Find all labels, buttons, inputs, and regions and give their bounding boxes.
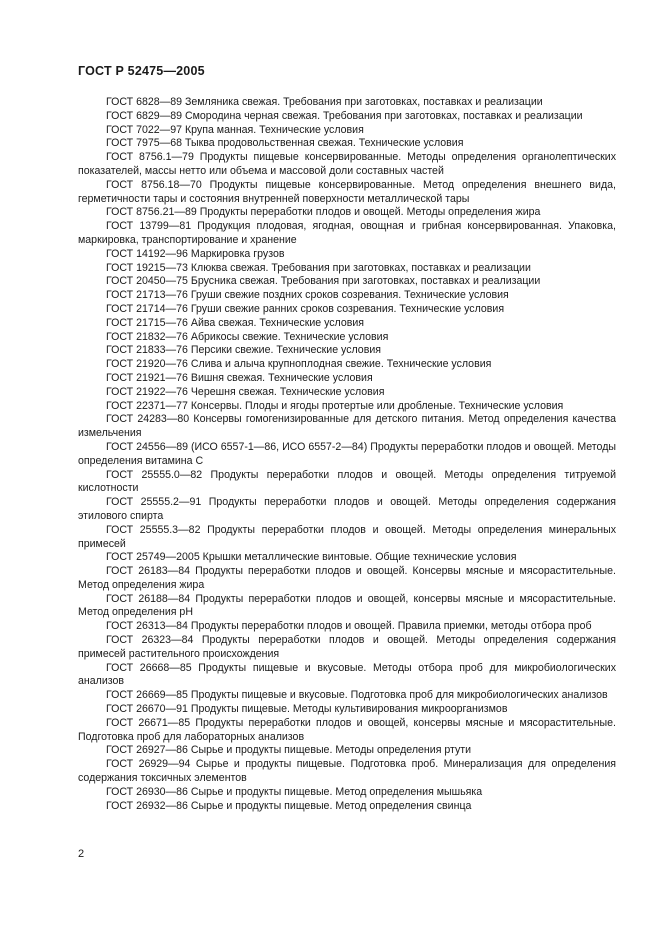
reference-entry: ГОСТ 26188—84 Продукты переработки плодов и овощей, консервы мясные и мясорастительные. Метод определения pH <box>78 592 616 619</box>
reference-entry: ГОСТ 22371—77 Консервы. Плоды и ягоды протертые или дробленые. Технические условия <box>106 399 564 412</box>
reference-entry: ГОСТ 26927—86 Сырье и продукты пищевые. Методы определения ртути <box>106 744 472 757</box>
reference-entry: ГОСТ 25555.3—82 Продукты переработки плодов и овощей. Методы определения минеральных примесей <box>78 523 616 550</box>
page-number: 2 <box>78 848 85 860</box>
reference-entry: ГОСТ 21713—76 Груши свежие поздних сроков созревания. Технические условия <box>106 289 509 302</box>
reference-entry: ГОСТ 26183—84 Продукты переработки плодов и овощей. Консервы мясные и мясорастительные. Метод определения жира <box>78 565 616 591</box>
reference-entry: ГОСТ 21832—76 Абрикосы свежие. Технические условия <box>106 330 389 343</box>
references-list <box>78 96 616 813</box>
reference-entry: ГОСТ 25555.2—91 Продукты переработки плодов и овощей. Методы определения содержания этилового спирта <box>78 496 616 522</box>
reference-entry: ГОСТ 21920—76 Слива и алыча крупноплодная свежие. Технические условия <box>106 358 492 371</box>
reference-entry: ГОСТ 8756.21—89 Продукты переработки плодов и овощей. Методы определения жира <box>106 206 541 219</box>
reference-entry: ГОСТ 21714—76 Груши свежие ранних сроков созревания. Технические условия <box>106 302 505 315</box>
reference-entry: ГОСТ 26323—84 Продукты переработки плодов и овощей. Методы определения содержания примесей растительного происхождения <box>78 634 616 660</box>
reference-entry: ГОСТ 6829—89 Смородина черная свежая. Требования при заготовках, поставках и реализации <box>106 109 583 122</box>
reference-entry: ГОСТ 26668—85 Продукты пищевые и вкусовые. Методы отбора проб для микробиологических анализов <box>78 661 616 688</box>
reference-entry: ГОСТ 7975—68 Тыква продовольственная свежая. Технические условия <box>106 137 464 150</box>
reference-entry: ГОСТ 24283—80 Консервы гомогенизированные для детского питания. Метод определения качества измельчения <box>78 413 616 440</box>
reference-entry: ГОСТ 26932—86 Сырье и продукты пищевые. Метод определения свинца <box>106 799 472 812</box>
reference-entry: ГОСТ 21922—76 Черешня свежая. Технические условия <box>106 385 385 398</box>
reference-entry: ГОСТ 21715—76 Айва свежая. Технические условия <box>106 316 365 329</box>
reference-entry: ГОСТ 14192—96 Маркировка грузов <box>106 247 285 260</box>
reference-entry: ГОСТ 26670—91 Продукты пищевые. Методы культивирования микроорганизмов <box>106 703 508 716</box>
reference-entry: ГОСТ 8756.18—70 Продукты пищевые консервированные. Метод определения внешнего вида, герметичности тары и состояния внутренней поверхности металлической тары <box>78 178 616 205</box>
reference-entry: ГОСТ 19215—73 Клюква свежая. Требования при заготовках, поставках и реализации <box>106 261 531 274</box>
reference-entry: ГОСТ 26671—85 Продукты переработки плодов и овощей, консервы мясные и мясорастительные. Подготовка проб для лабораторных анализов <box>78 716 616 743</box>
reference-entry: ГОСТ 8756.1—79 Продукты пищевые консервированные. Методы определения органолептических показателей, массы нетто или объема и массовой доли составных частей <box>78 151 616 177</box>
reference-entry: ГОСТ 6828—89 Земляника свежая. Требования при заготовках, поставках и реализации <box>106 96 543 108</box>
reference-entry: ГОСТ 25555.0—82 Продукты переработки плодов и овощей. Методы определения титруемой кислотности <box>78 468 616 495</box>
reference-entry: ГОСТ 26313—84 Продукты переработки плодов и овощей. Правила приемки, методы отбора проб <box>106 620 592 633</box>
reference-entry: ГОСТ 7022—97 Крупа манная. Технические условия <box>106 123 364 136</box>
reference-entry: ГОСТ 20450—75 Брусника свежая. Требования при заготовках, поставках и реализации <box>106 275 541 288</box>
reference-entry: ГОСТ 13799—81 Продукция плодовая, ягодная, овощная и грибная консервированная. Упаковка, маркировка, транспортирование и хранение <box>78 220 616 246</box>
reference-entry: ГОСТ 24556—89 (ИСО 6557-1—86, ИСО 6557-2—84) Продукты переработки плодов и овощей. Методы определения витамина С <box>78 440 616 467</box>
reference-entry: ГОСТ 25749—2005 Крышки металлические винтовые. Общие технические условия <box>106 551 517 564</box>
document-header: ГОСТ Р 52475—2005 <box>78 64 205 78</box>
reference-entry: ГОСТ 26929—94 Сырье и продукты пищевые. Подготовка проб. Минерализация для определения содержания токсичных элементов <box>78 758 616 785</box>
reference-entry: ГОСТ 21921—76 Вишня свежая. Технические условия <box>106 371 373 384</box>
reference-entry: ГОСТ 21833—76 Персики свежие. Технические условия <box>106 344 381 357</box>
reference-entry: ГОСТ 26930—86 Сырье и продукты пищевые. Метод определения мышьяка <box>106 785 483 798</box>
reference-entry: ГОСТ 26669—85 Продукты пищевые и вкусовые. Подготовка проб для микробиологических анализов <box>106 689 608 702</box>
